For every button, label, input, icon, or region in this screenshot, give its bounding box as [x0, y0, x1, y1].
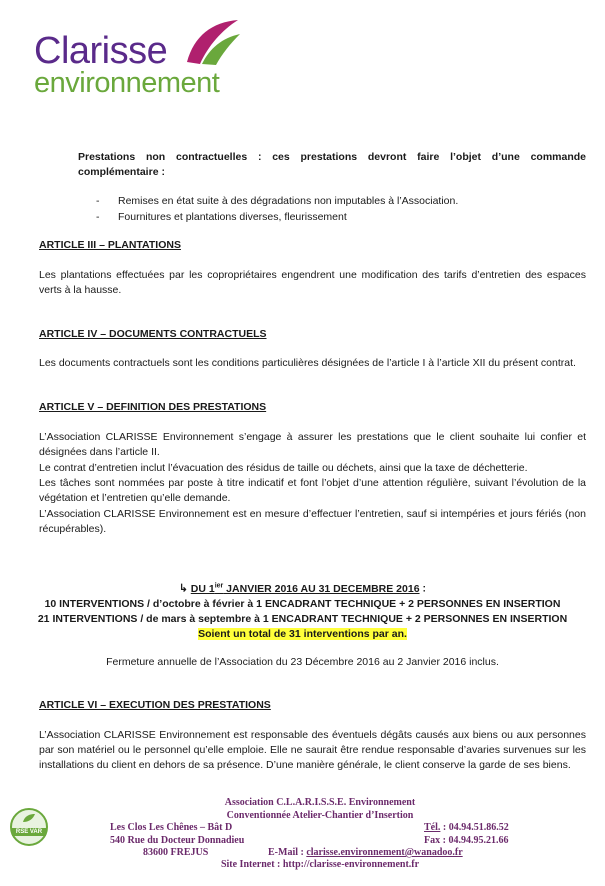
- article3-title: ARTICLE III – PLANTATIONS: [39, 239, 181, 251]
- footer-email: E-Mail : clarisse.environnement@wanadoo.fr: [268, 847, 463, 858]
- footer-tel: Tél. : 04.94.51.86.52: [424, 822, 509, 833]
- article4-title: ARTICLE IV – DOCUMENTS CONTRACTUELS: [39, 328, 267, 340]
- period-line2: 21 INTERVENTIONS / de mars à septembre à 1 ENCADRANT TECHNIQUE + 2 PERSONNES EN INSERTION: [37, 612, 568, 625]
- email-link[interactable]: clarisse.environnement@wanadoo.fr: [306, 847, 463, 858]
- article6-title: ARTICLE VI – EXECUTION DES PRESTATIONS: [39, 699, 271, 711]
- period-total: Soient un total de 31 interventions par an.: [198, 627, 407, 640]
- period-title: ↳ DU $1^{ier}$ JANVIER 2016 AU 31 DECEMBRE 2016 :: [179, 582, 426, 595]
- period-block: [30, 578, 575, 642]
- footer-site[interactable]: Site Internet : http://clarisse-environnement.fr: [220, 859, 420, 870]
- rse-badge: [10, 808, 48, 846]
- footer-convention: Conventionnée Atelier-Chantier d’Insertion: [226, 810, 414, 821]
- article5-p1: L’Association CLARISSE Environnement s’engage à assurer les prestations que le client souhaite lui confier et désignées dans l’article II.: [39, 431, 586, 458]
- period-line1: 10 INTERVENTIONS / d’octobre à février à 1 ENCADRANT TECHNIQUE + 2 PERSONNES EN INSERTION: [44, 597, 561, 610]
- list-item: - Fournitures et plantations diverses, fleurissement: [96, 211, 347, 223]
- article5-p4: L’Association CLARISSE Environnement est en mesure d’effectuer l’entretien, sauf si intempéries et jours fériés (non récupérables).: [39, 508, 586, 535]
- footer-address2: 540 Rue du Docteur Donnadieu: [110, 835, 245, 846]
- logo-line2: environnement: [34, 67, 220, 99]
- arrow-icon: ↳: [179, 582, 188, 595]
- article3-text: Les plantations effectuées par les copropriétaires engendrent une modification des tarifs d’entretien des espaces verts à la hausse.: [39, 269, 586, 296]
- period-closing: Fermeture annuelle de l’Association du 23 Décembre 2016 au 2 Janvier 2016 inclus.: [106, 656, 499, 668]
- intro-heading: Prestations non contractuelles : ces prestations devront faire l’objet d’une commande complémentaire :: [78, 151, 586, 178]
- badge-label: RSE VAR: [12, 828, 46, 836]
- article6-text: L’Association CLARISSE Environnement est responsable des éventuels dégâts causés aux biens ou aux personnes par son matériel ou le personnel qu’elle emploie. Elle ne saurait être rendue responsable d’avaries survenues sur les installations du client en dehors de sa présence. D’une manière générale, le client conserve la garde de ses biens.: [39, 729, 586, 771]
- footer-fax: Fax : 04.94.95.21.66: [424, 835, 509, 846]
- list-item: - Remises en état suite à des dégradations non imputables à l’Association.: [96, 195, 459, 207]
- article5-title: ARTICLE V – DEFINITION DES PRESTATIONS: [39, 401, 267, 413]
- logo-swoosh-icon: [182, 18, 242, 66]
- article5-p3: Les tâches sont nommées par poste à titre indicatif et font l’objet d’une attention régulière, suivant l’évolution de la végétation et l’entretien qu’elle demande.: [39, 477, 586, 504]
- footer-org: Association C.L.A.R.I.S.S.E. Environnement: [224, 797, 416, 808]
- footer-address1: Les Clos Les Chênes – Bât D: [110, 822, 233, 833]
- intro-bullets: [96, 193, 576, 225]
- leaf-icon: [22, 813, 36, 823]
- footer-address3: 83600 FREJUS: [143, 847, 209, 858]
- logo: [32, 18, 252, 108]
- logo-line1: Clarisse: [34, 30, 168, 72]
- article5-p2: Le contrat d’entretien inclut l’évacuation des résidus de taille ou déchets, ainsi que la taxe de déchetterie.: [39, 462, 528, 474]
- article4-text: Les documents contractuels sont les conditions particulières désignées de l’article I à l’article XII du présent contrat.: [39, 357, 576, 369]
